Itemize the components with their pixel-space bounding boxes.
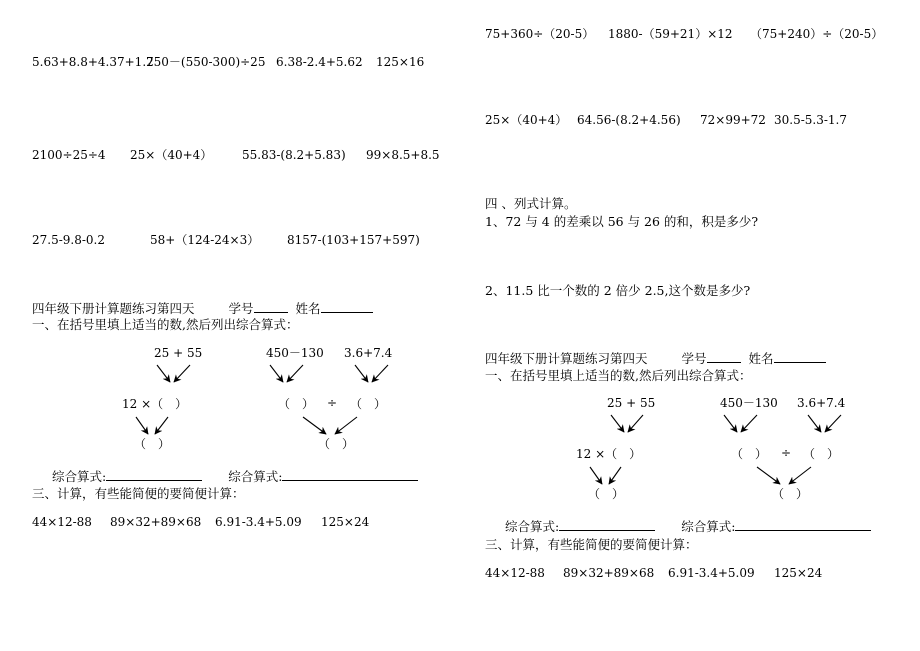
left-tree1-arrow-c <box>136 417 148 434</box>
right-tree1-arrow-b <box>628 415 643 432</box>
right-tree1-top: 25 + 55 <box>607 396 656 410</box>
right-tree2-arrow-b <box>741 415 757 432</box>
right-part3-expr1: 44×12-88 <box>485 566 545 580</box>
right-combined-label-1: 综合算式: <box>505 519 560 534</box>
left-student-no-field[interactable] <box>254 301 288 313</box>
right-tree1-arrow-a <box>611 415 624 432</box>
right-tree2-top-left: 450－130 <box>720 396 778 410</box>
right-name-field[interactable] <box>774 351 826 363</box>
left-part1-instruction: 一、在括号里填上适当的数,然后列出综合算式： <box>32 317 299 332</box>
left-row3-expr3: 8157-(103+157+597) <box>287 233 420 247</box>
left-tree2-top-left: 450－130 <box>266 346 324 360</box>
right-tree2-arrow-d <box>825 415 841 432</box>
left-row1-expr1: 5.63+8.8+4.37+1.2 <box>32 55 154 69</box>
left-tree2-arrow-c <box>355 365 368 382</box>
left-tree2-arrow-a <box>270 365 283 382</box>
right-combined-row <box>505 519 871 534</box>
left-tree2-arrow-d <box>372 365 388 382</box>
right-row2-expr1: 25×（40+4） <box>485 113 568 127</box>
right-tree1-bottom: （ ） <box>588 487 625 501</box>
right-part1-instruction: 一、在括号里填上适当的数,然后列出综合算式： <box>485 368 752 383</box>
left-student-no-label: 学号 <box>228 301 254 316</box>
left-tree2-arrow-f <box>335 417 357 434</box>
left-tree1-middle: 12 ×（ ） <box>122 397 188 411</box>
right-tree2-top-right: 3.6+7.4 <box>797 396 846 410</box>
right-tree2-operator: ÷ <box>781 446 792 460</box>
left-part3-instruction: 三、计算，有些能简便的要简便计算： <box>32 486 245 501</box>
right-part3-instruction: 三、计算，有些能简便的要简便计算： <box>485 537 698 552</box>
right-tree2-arrow-a <box>724 415 737 432</box>
right-tree1-arrow-c <box>590 467 602 484</box>
left-row1-expr3: 6.38-2.4+5.62 <box>276 55 363 69</box>
right-row2-expr2: 64.56-(8.2+4.56) <box>577 113 681 127</box>
left-section-header <box>32 301 373 316</box>
left-tree2-top-right: 3.6+7.4 <box>344 346 393 360</box>
right-row1-expr1: 75+360÷（20-5） <box>485 27 595 41</box>
right-row2-expr3: 72×99+72 <box>700 113 766 127</box>
right-part4-title: 四 、列式计算。 <box>485 196 577 211</box>
left-tree1-arrow-d <box>155 417 168 434</box>
right-part3-expr4: 125×24 <box>774 566 823 580</box>
left-row2-expr4: 99×8.5+8.5 <box>366 148 440 162</box>
right-word-problem-2: 2、11.5 比一个数的 2 倍少 2.5,这个数是多少? <box>485 283 751 298</box>
left-tree1-bottom: （ ） <box>134 437 171 451</box>
left-tree2-bottom: （ ） <box>318 437 355 451</box>
right-student-no-label: 学号 <box>681 351 707 366</box>
right-tree1-middle: 12 ×（ ） <box>576 447 642 461</box>
left-row2-expr2: 25×（40+4） <box>130 148 213 162</box>
right-combined-field-1[interactable] <box>559 519 655 531</box>
left-part3-expr3: 6.91-3.4+5.09 <box>215 515 302 529</box>
right-word-problem-1: 1、72 与 4 的差乘以 56 与 26 的和，积是多少? <box>485 214 759 229</box>
right-tree2-middle-left: （ ） <box>731 447 768 461</box>
left-section-title: 四年级下册计算题练习第四天 <box>32 301 195 316</box>
left-tree2-arrow-b <box>287 365 303 382</box>
left-tree1-arrow-b <box>174 365 190 382</box>
right-combined-label-2: 综合算式: <box>681 519 736 534</box>
left-name-label: 姓名 <box>295 301 321 316</box>
right-section-header <box>485 351 826 366</box>
right-student-no-field[interactable] <box>707 351 741 363</box>
right-part3-expr3: 6.91-3.4+5.09 <box>668 566 755 580</box>
right-name-label: 姓名 <box>748 351 774 366</box>
left-row2-expr1: 2100÷25÷4 <box>32 148 106 162</box>
left-combined-row <box>52 469 418 484</box>
right-row1-expr3: （75+240）÷（20-5） <box>750 27 884 41</box>
left-row3-expr1: 27.5-9.8-0.2 <box>32 233 105 247</box>
left-tree1-arrow-a <box>157 365 170 382</box>
left-row1-expr2: 750－(550-300)÷25 <box>146 55 266 69</box>
left-row2-expr3: 55.83-(8.2+5.83) <box>242 148 346 162</box>
left-combined-field-1[interactable] <box>106 469 202 481</box>
left-combined-label-2: 综合算式: <box>228 469 283 484</box>
left-tree1-top: 25 + 55 <box>154 346 203 360</box>
left-part3-expr2: 89×32+89×68 <box>110 515 202 529</box>
right-tree2-bottom: （ ） <box>772 487 809 501</box>
left-combined-label-1: 综合算式: <box>52 469 107 484</box>
left-part3-expr1: 44×12-88 <box>32 515 92 529</box>
left-row1-expr4: 125×16 <box>376 55 425 69</box>
right-row2-expr4: 30.5-5.3-1.7 <box>774 113 847 127</box>
left-tree2-arrow-e <box>303 417 326 434</box>
left-tree2-middle-left: （ ） <box>278 397 315 411</box>
right-combined-field-2[interactable] <box>735 519 871 531</box>
left-part3-expr4: 125×24 <box>321 515 370 529</box>
right-tree1-arrow-d <box>609 467 621 484</box>
right-tree2-arrow-c <box>808 415 821 432</box>
right-tree2-arrow-e <box>757 467 780 484</box>
left-row3-expr2: 58+（124-24×3） <box>150 233 260 247</box>
right-section-title: 四年级下册计算题练习第四天 <box>485 351 648 366</box>
left-tree2-operator: ÷ <box>327 396 338 410</box>
right-part3-expr2: 89×32+89×68 <box>563 566 655 580</box>
left-combined-field-2[interactable] <box>282 469 418 481</box>
left-tree2-middle-right: （ ） <box>350 397 387 411</box>
right-tree2-middle-right: （ ） <box>803 447 840 461</box>
right-row1-expr2: 1880-（59+21）×12 <box>608 27 733 41</box>
right-tree2-arrow-f <box>789 467 811 484</box>
left-name-field[interactable] <box>321 301 373 313</box>
